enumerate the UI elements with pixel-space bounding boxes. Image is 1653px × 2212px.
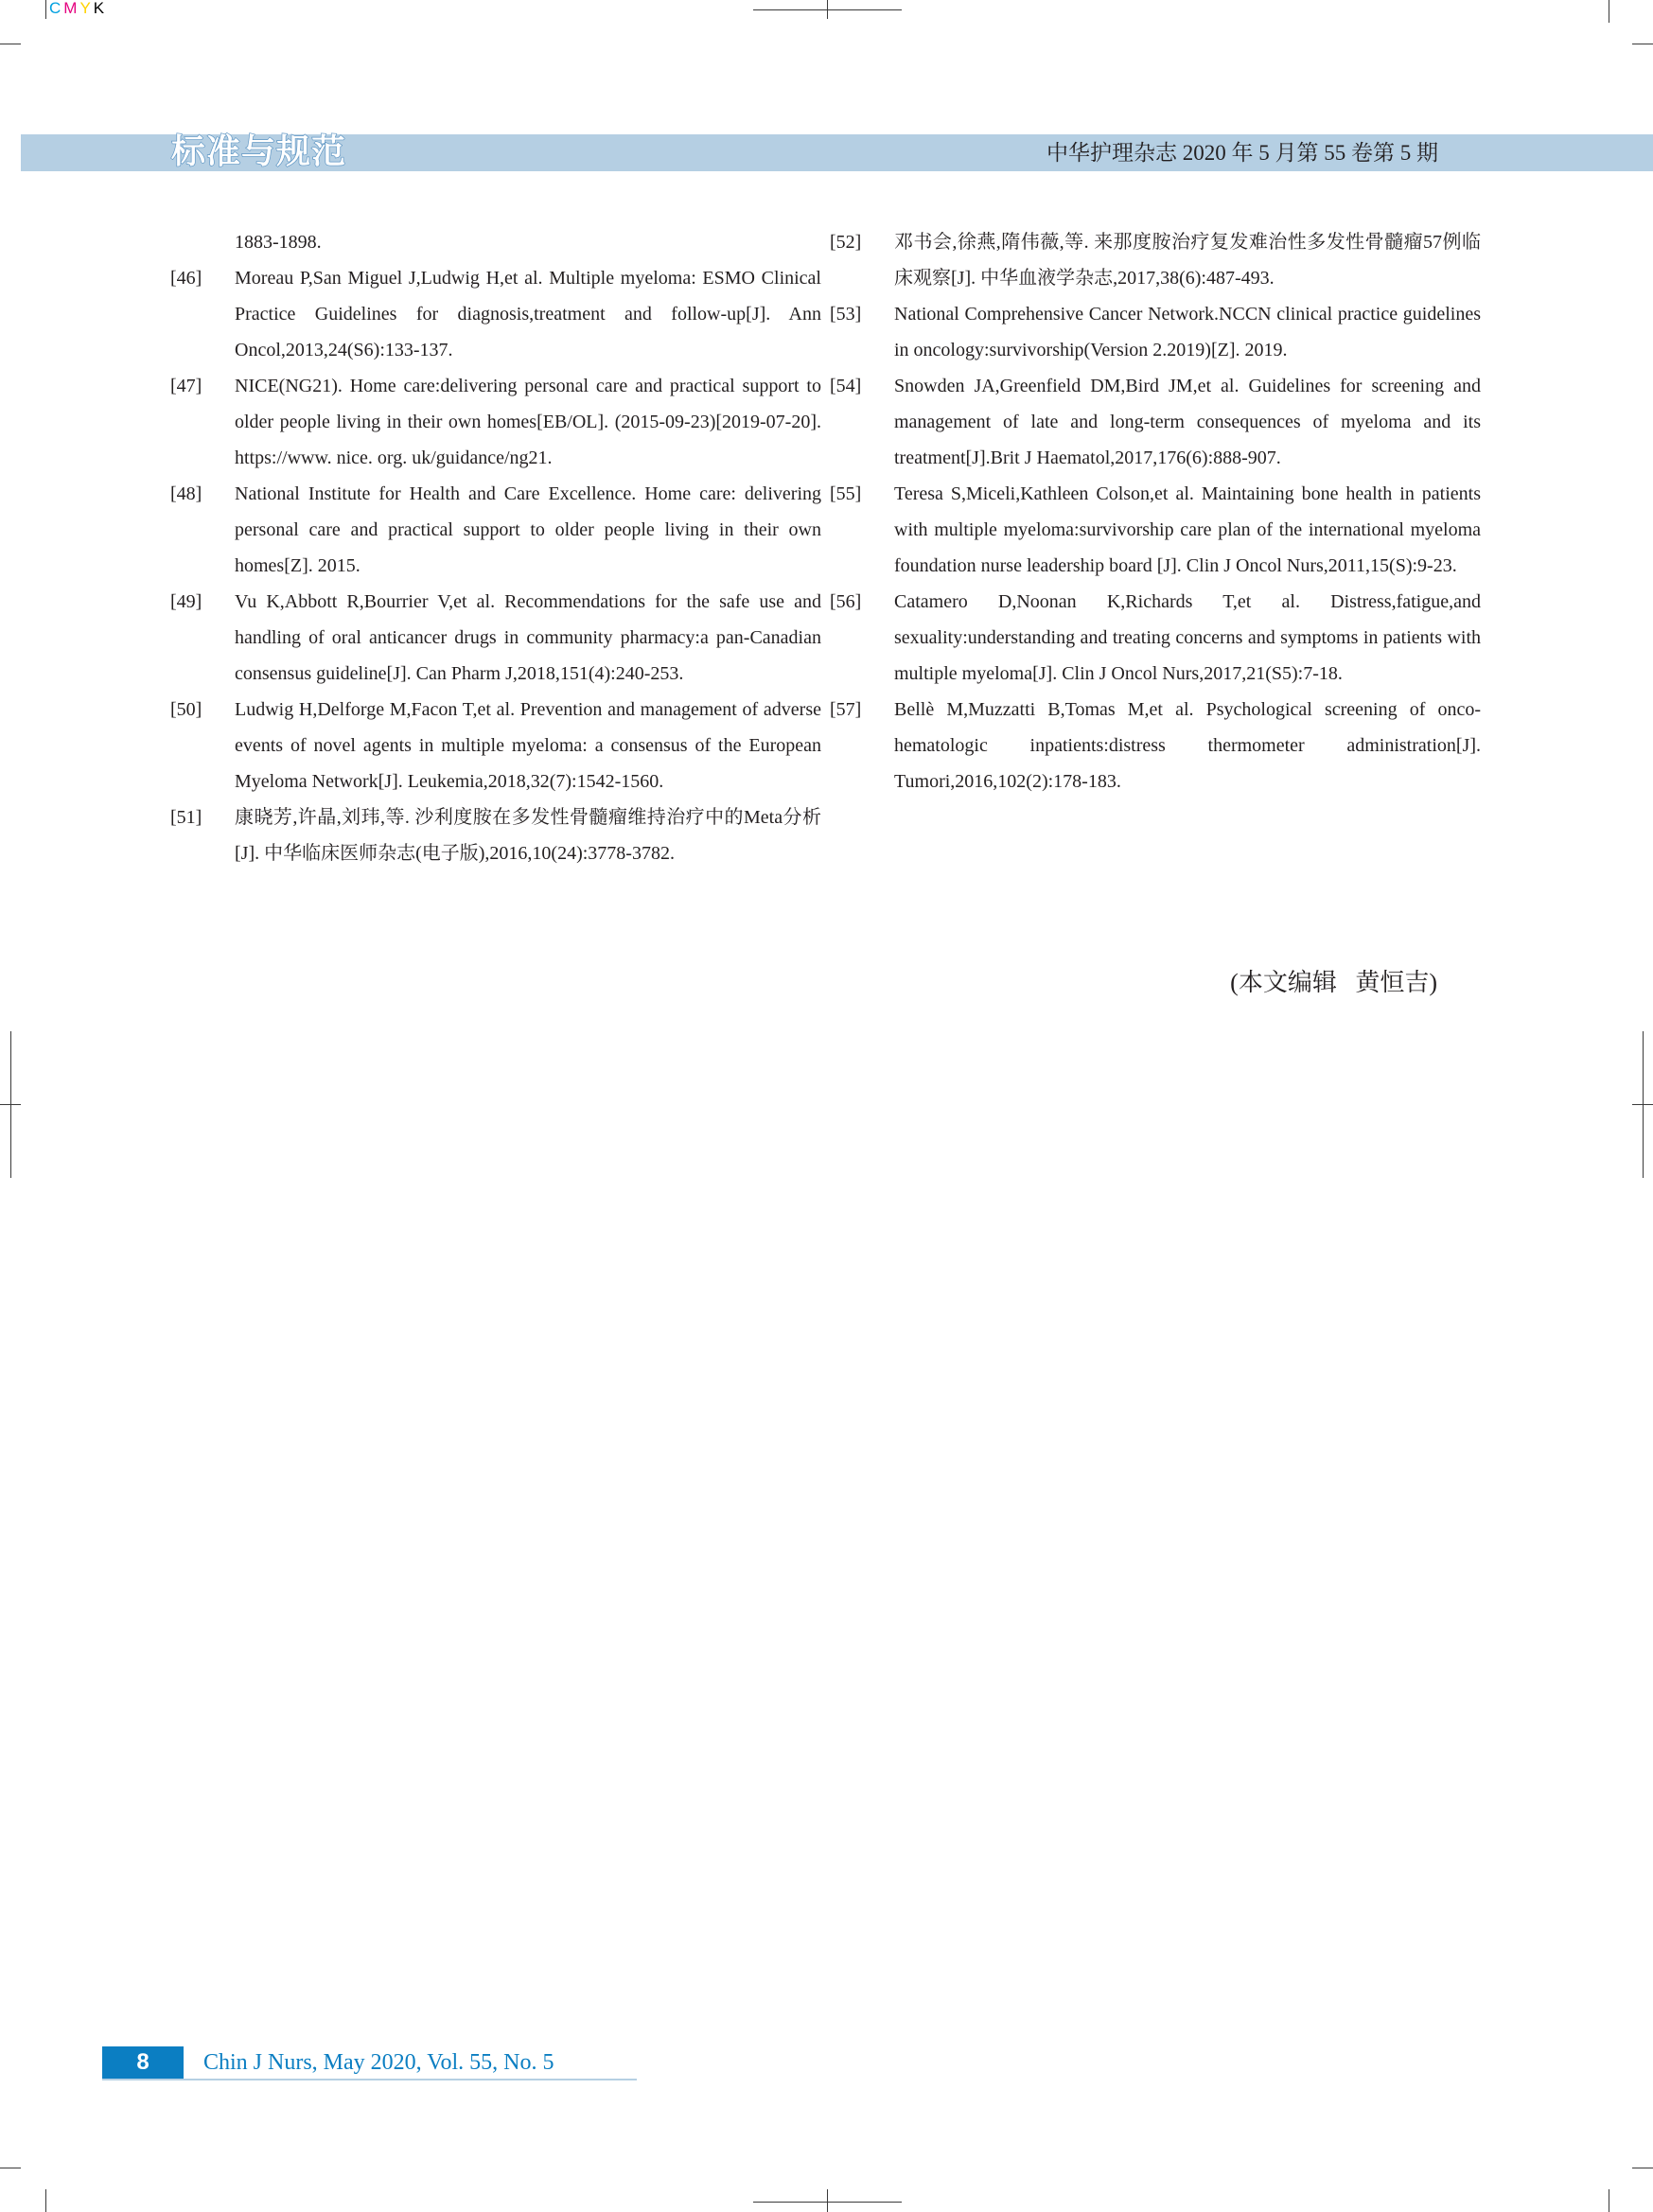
reference-number: [55] [830, 483, 862, 504]
reference-number: [52] [830, 232, 862, 253]
reference-text: National Institute for Health and Care Excellence. Home care: delivering personal care and practical support to older people living in their own homes[Z]. 2015. [235, 483, 821, 576]
reference-number: [51] [170, 807, 202, 828]
footer-divider [102, 2079, 637, 2080]
reference-item [170, 368, 823, 476]
reference-item [170, 476, 823, 584]
reference-number: [49] [170, 591, 202, 612]
reference-text: 康晓芳,许晶,刘玮,等. 沙利度胺在多发性骨髓瘤维持治疗中的Meta分析[J]. 中华临床医师杂志(电子版),2016,10(24):3778-3782. [235, 807, 821, 864]
cyan-label: C [49, 0, 64, 17]
color-registration-label [49, 0, 107, 17]
reference-number: [56] [830, 591, 862, 612]
reference-number: [53] [830, 304, 862, 325]
yellow-label: Y [79, 0, 94, 17]
reference-item [170, 692, 823, 799]
reference-item [170, 799, 823, 871]
reference-text: Moreau P,San Miguel J,Ludwig H,et al. Multiple myeloma: ESMO Clinical Practice Guidelines for diagnosis,treatment and follow-up[J]. Ann Oncol,2013,24(S6):133-137. [235, 268, 821, 360]
reference-item [170, 260, 823, 368]
reference-item [170, 584, 823, 692]
reference-number: [50] [170, 699, 202, 720]
reference-text: 1883-1898. [235, 232, 322, 253]
reference-number: [46] [170, 268, 202, 289]
reference-text: Catamero D,Noonan K,Richards T,et al. Distress,fatigue,and sexuality:understanding and treating concerns and symptoms in patients with multiple myeloma[J]. Clin J Oncol Nurs,2017,21(S5):7-18. [894, 591, 1481, 684]
reference-text: NICE(NG21). Home care:delivering personal care and practical support to older people living in their own homes[EB/OL]. (2015-09-23)[2019-07-20]. https://www. nice. org. uk/guidance/ng21. [235, 376, 821, 468]
reference-item [170, 224, 823, 260]
reference-item [830, 296, 1483, 368]
reference-text: Snowden JA,Greenfield DM,Bird JM,et al. Guidelines for screening and management of late and long-term consequences of myeloma and its treatment[J].Brit J Haematol,2017,176(6):888-907. [894, 376, 1481, 468]
journal-issue-title: 中华护理杂志 2020 年 5 月第 55 卷第 5 期 [1046, 141, 1438, 165]
reference-text: 邓书会,徐燕,隋伟薇,等. 来那度胺治疗复发难治性多发性骨髓瘤57例临床观察[J]. 中华血液学杂志,2017,38(6):487-493. [894, 232, 1481, 289]
section-title: 标准与规范 [171, 132, 347, 171]
reference-number: [47] [170, 376, 202, 396]
reference-text: National Comprehensive Cancer Network.NCCN clinical practice guidelines in oncology:survivorship(Version 2.2019)[Z]. 2019. [894, 304, 1481, 360]
reference-text: Bellè M,Muzzatti B,Tomas M,et al. Psychological screening of onco-hematologic inpatients:distress thermometer administration[J]. Tumori,2016,102(2):178-183. [894, 699, 1481, 792]
reference-item [830, 368, 1483, 476]
reference-item [830, 584, 1483, 692]
reference-item [830, 692, 1483, 799]
reference-item [830, 224, 1483, 296]
references-right-column [830, 224, 1483, 799]
page-number: 8 [102, 2046, 184, 2079]
reference-number: [48] [170, 483, 202, 504]
references-left-column [170, 224, 823, 871]
crop-mark [1632, 1104, 1653, 1105]
black-label: K [93, 0, 108, 17]
crop-mark [827, 0, 828, 19]
reference-text: Vu K,Abbott R,Bourrier V,et al. Recommendations for the safe use and handling of oral anticancer drugs in community pharmacy:a pan-Canadian consensus guideline[J]. Can Pharm J,2018,151(4):240-253. [235, 591, 821, 684]
reference-number: [57] [830, 699, 862, 720]
reference-number: [54] [830, 376, 862, 396]
crop-mark [45, 0, 46, 19]
magenta-label: M [63, 0, 80, 17]
crop-mark [45, 2189, 46, 2212]
crop-mark [827, 2189, 828, 2212]
reference-item [830, 476, 1483, 584]
reference-text: Ludwig H,Delforge M,Facon T,et al. Prevention and management of adverse events of novel agents in multiple myeloma: a consensus of the European Myeloma Network[J]. Leukemia,2018,32(7):1542-1560. [235, 699, 821, 792]
reference-text: Teresa S,Miceli,Kathleen Colson,et al. Maintaining bone health in patients with multiple myeloma:survivorship care plan of the international myeloma foundation nurse leadership board [J]. Clin J Oncol Nurs,2011,15(S):9-23. [894, 483, 1481, 576]
editor-note: (本文编辑 黄恒吉) [1230, 969, 1437, 996]
footer-citation: Chin J Nurs, May 2020, Vol. 55, No. 5 [203, 2050, 554, 2075]
crop-mark [0, 1104, 21, 1105]
